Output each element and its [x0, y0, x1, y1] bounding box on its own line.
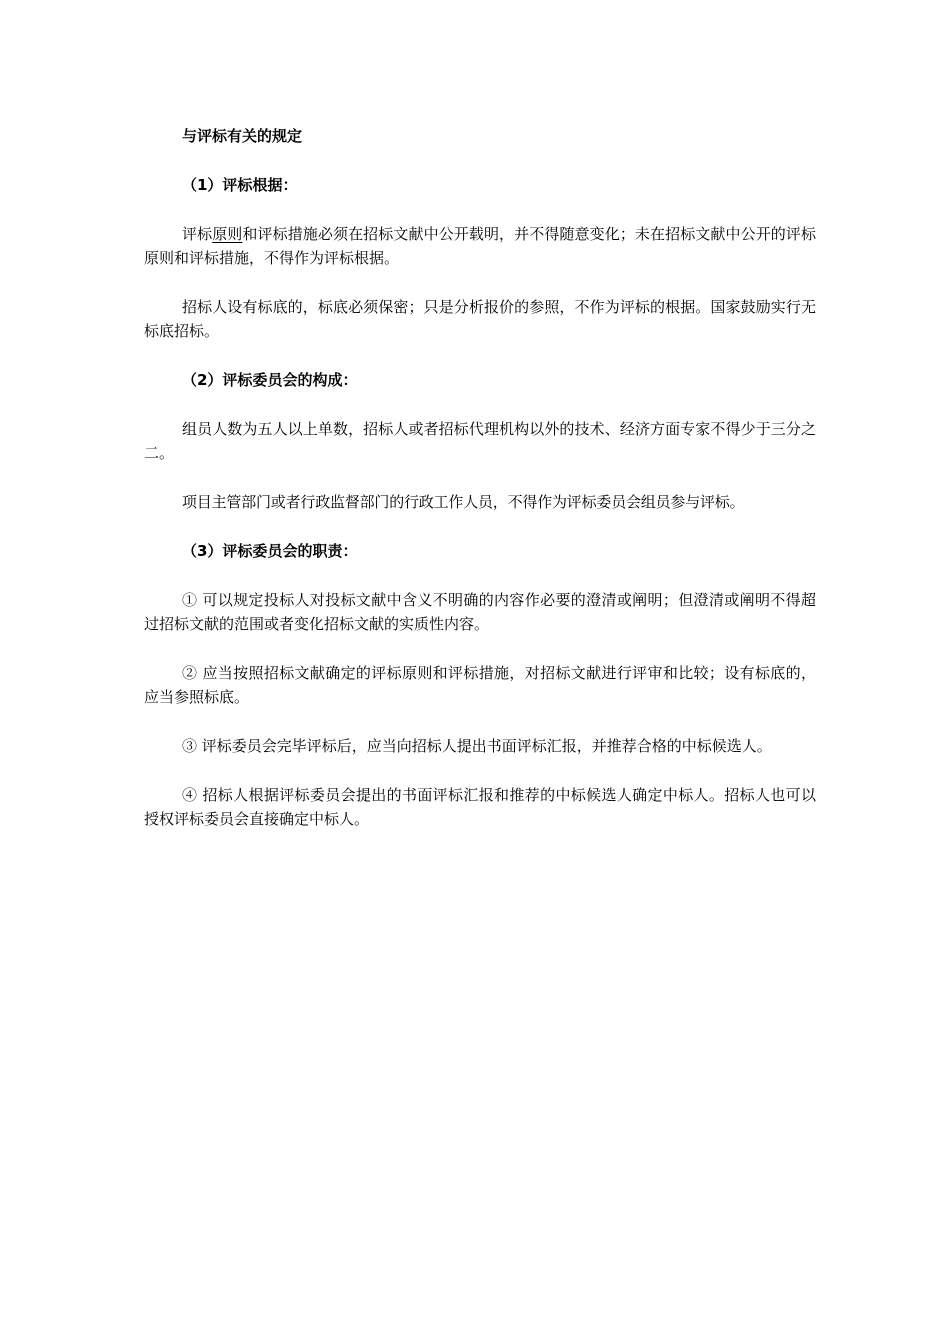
section1-paragraph-2: 招标人设有标底的，标底必须保密；只是分析报价的参照，不作为评标的根据。国家鼓励实行无标底招标。 — [144, 298, 816, 340]
section1-p1-pre: 评标 — [182, 225, 213, 243]
principle-link[interactable]: 原则 — [212, 225, 243, 243]
document-title: 与评标有关的规定 — [182, 127, 303, 145]
section3-heading: （3）评标委员会的职责： — [182, 542, 358, 560]
duty-item-3: ③ 评标委员会完毕评标后，应当向招标人提出书面评标汇报，并推荐合格的中标候选人。 — [182, 737, 772, 755]
section1-p1-post: 和评标措施必须在招标文献中公开载明，并不得随意变化；未在招标文献中公开的评标原则和评标措施，不得作为评标根据。 — [144, 225, 816, 267]
section1-paragraph-1 — [144, 222, 816, 270]
section2-paragraph-2: 项目主管部门或者行政监督部门的行政工作人员，不得作为评标委员会组员参与评标。 — [182, 493, 745, 511]
duty-item-2: ② 应当按照招标文献确定的评标原则和评标措施，对招标文献进行评审和比较；设有标底的，应当参照标底。 — [144, 664, 816, 706]
section2-paragraph-1: 组员人数为五人以上单数，招标人或者招标代理机构以外的技术、经济方面专家不得少于三分之二。 — [144, 420, 816, 462]
section2-heading: （2）评标委员会的构成： — [182, 371, 358, 389]
document-page — [144, 124, 816, 856]
duty-item-4: ④ 招标人根据评标委员会提出的书面评标汇报和推荐的中标候选人确定中标人。招标人也可以授权评标委员会直接确定中标人。 — [144, 786, 816, 828]
section1-heading: （1）评标根据： — [182, 176, 298, 194]
duty-item-1: ① 可以规定投标人对投标文献中含义不明确的内容作必要的澄清或阐明；但澄清或阐明不得超过招标文献的范围或者变化招标文献的实质性内容。 — [144, 591, 816, 633]
